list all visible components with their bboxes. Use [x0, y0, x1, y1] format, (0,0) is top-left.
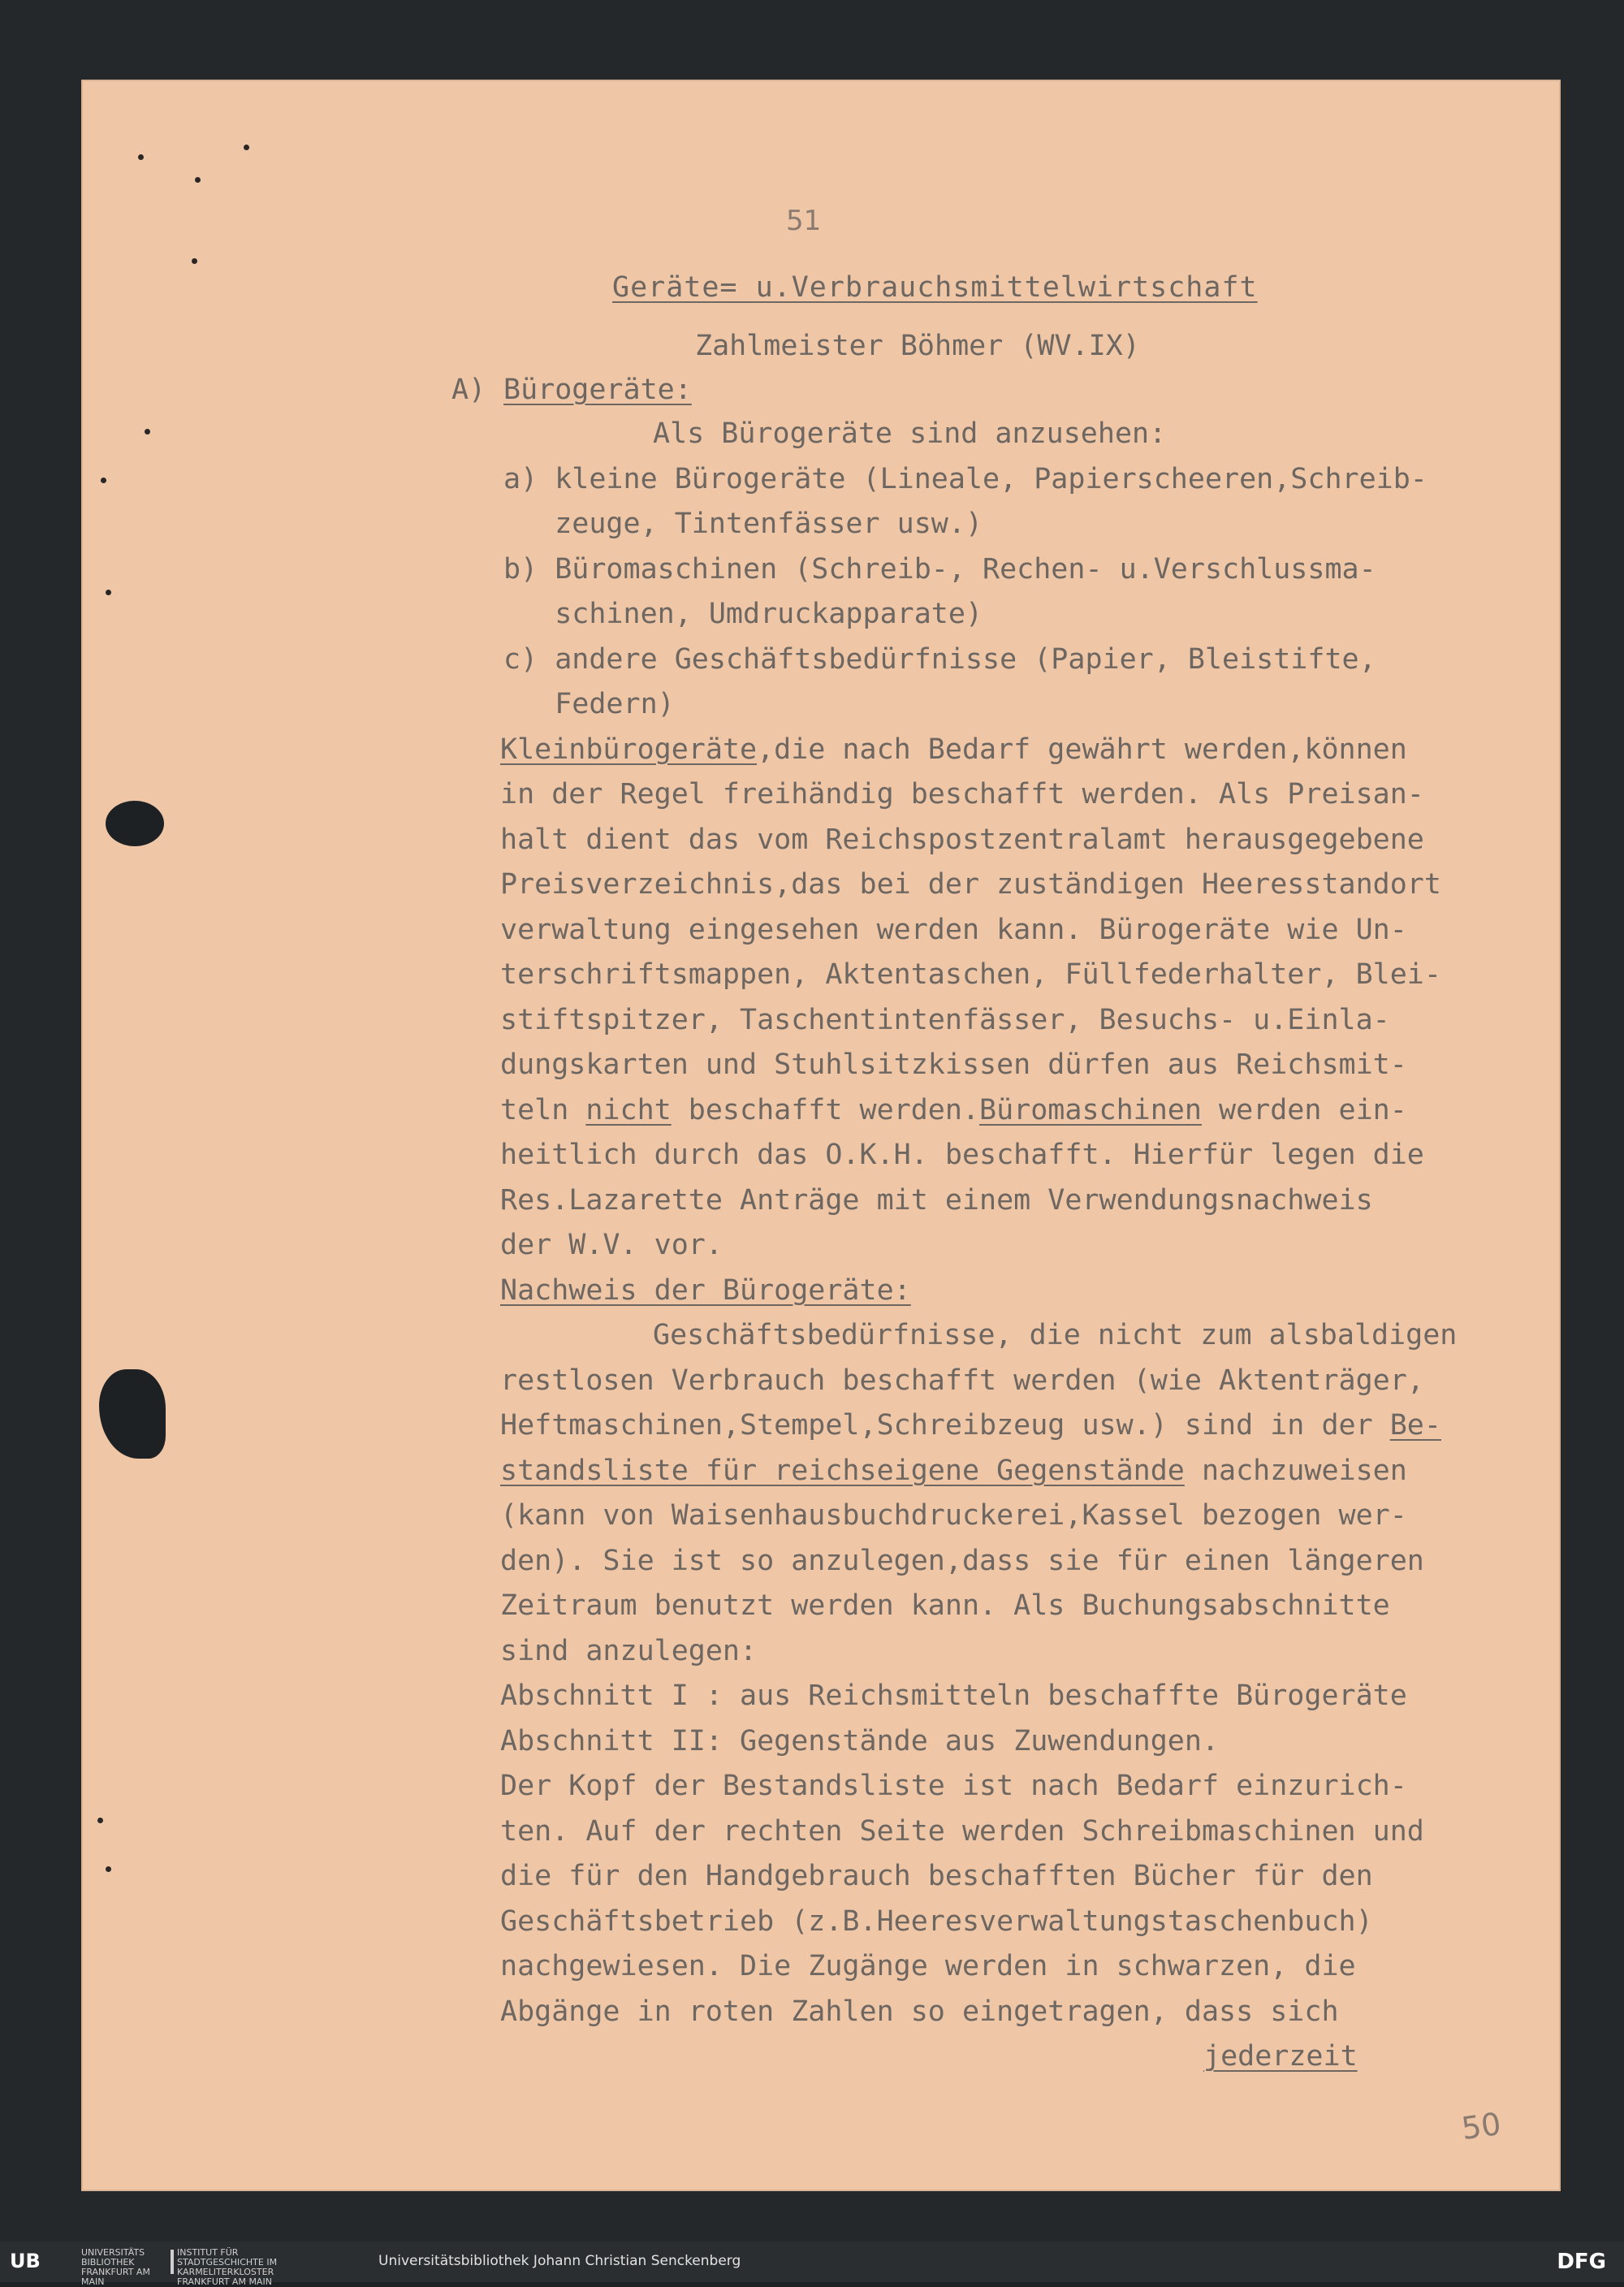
paragraph-2-line: nachgewiesen. Die Zugänge werden in schwarzen, die — [500, 1950, 1356, 1982]
paragraph-2-line: Zeitraum benutzt werden kann. Als Buchungsabschnitte — [500, 1589, 1390, 1622]
paragraph-1-line: Preisverzeichnis,das bei der zuständigen Heeresstandort — [500, 868, 1441, 901]
section-a-label: A) — [451, 374, 486, 406]
ifs-logo-icon — [171, 2250, 174, 2274]
section-a-heading: Bürogeräte: — [503, 374, 692, 406]
paragraph-2-line: die für den Handgebrauch beschafften Bücher für den — [500, 1860, 1373, 1892]
underlined-term: Be- — [1389, 1409, 1441, 1442]
ink-speck — [138, 154, 144, 160]
underlined-term: nicht — [585, 1094, 672, 1126]
paragraph-1-text: werden ein- — [1201, 1094, 1407, 1126]
paragraph-1-line: Res.Lazarette Anträge mit einem Verwendungsnachweis — [500, 1184, 1373, 1217]
dfg-logo: DFG — [1557, 2250, 1606, 2274]
paragraph-2-text: Heftmaschinen,Stempel,Schreibzeug usw.) sind in der — [500, 1409, 1390, 1442]
ink-speck — [101, 478, 106, 483]
list-item-c-line2: Federn) — [503, 688, 675, 720]
paragraph-1-line: in der Regel freihändig beschafft werden. Als Preisan- — [500, 778, 1424, 811]
paragraph-2-line: den). Sie ist so anzulegen,dass sie für einen längeren — [500, 1545, 1424, 1577]
viewer-footer — [0, 2242, 1624, 2287]
underlined-term: Büromaschinen — [979, 1094, 1202, 1126]
paragraph-2-line: restlosen Verbrauch beschafft werden (wie Aktenträger, — [500, 1364, 1424, 1397]
underlined-term: standsliste für reichseigene Gegenstände — [500, 1455, 1185, 1487]
paragraph-2-line — [500, 1403, 1441, 1448]
ub-logo-text: UNIVERSITÄTS BIBLIOTHEK FRANKFURT AM MAIN — [81, 2247, 150, 2287]
list-item-b-line1: b) Büromaschinen (Schreib-, Rechen- u.Verschlussma- — [503, 553, 1376, 586]
paragraph-2-line: Abschnitt II: Gegenstände aus Zuwendungen. — [500, 1725, 1220, 1757]
paragraph-1-text: ,die nach Bedarf gewährt werden,können — [757, 733, 1407, 766]
paragraph-2-line: ten. Auf der rechten Seite werden Schreibmaschinen und — [500, 1815, 1424, 1848]
punch-hole-top — [106, 801, 164, 846]
catchword: jederzeit — [1203, 2040, 1358, 2073]
ifs-logo-text: INSTITUT FÜR STADTGESCHICHTE IM KARMELITERKLOSTER FRANKFURT AM MAIN — [177, 2247, 278, 2287]
paragraph-2-line: Der Kopf der Bestandsliste ist nach Bedarf einzurich- — [500, 1770, 1407, 1802]
paragraph-2-line: Abschnitt I : aus Reichsmitteln beschaffte Bürogeräte — [500, 1680, 1407, 1712]
ink-speck — [145, 429, 150, 434]
paragraph-1-line: dungskarten und Stuhlsitzkissen dürfen aus Reichsmit- — [500, 1048, 1407, 1081]
folio-number: 50 — [1459, 2105, 1504, 2147]
paragraph-2-line: Abgänge in roten Zahlen so eingetragen, dass sich — [500, 1995, 1339, 2028]
paragraph-2-line: (kann von Waisenhausbuchdruckerei,Kassel bezogen wer- — [500, 1499, 1407, 1532]
ink-speck — [97, 1818, 103, 1823]
paragraph-2-line — [500, 1448, 1407, 1494]
intro-line: Als Bürogeräte sind anzusehen: — [653, 417, 1167, 450]
library-name: Universitätsbibliothek Johann Christian Senckenberg — [378, 2253, 741, 2269]
paragraph-1-line: terschriftsmappen, Aktentaschen, Füllfederhalter, Blei- — [500, 958, 1441, 991]
paragraph-2-line: sind anzulegen: — [500, 1635, 758, 1667]
ub-logo: UB — [10, 2250, 41, 2272]
page-number: 51 — [786, 205, 822, 237]
underlined-term: Kleinbürogeräte — [500, 733, 758, 766]
list-item-a-line2: zeuge, Tintenfässer usw.) — [503, 508, 983, 540]
paragraph-2-line: Geschäftsbedürfnisse, die nicht zum alsbaldigen — [653, 1319, 1458, 1351]
ink-speck — [106, 590, 111, 595]
page-title: Geräte= u.Verbrauchsmittelwirtschaft — [612, 271, 1258, 304]
paragraph-1-line: stiftspitzer, Taschentintenfässer, Besuchs- u.Einla- — [500, 1004, 1390, 1036]
author-line: Zahlmeister Böhmer (WV.IX) — [695, 330, 1140, 362]
paragraph-1-line — [500, 727, 1407, 772]
ink-speck — [192, 258, 197, 264]
paragraph-1-line: heitlich durch das O.K.H. beschafft. Hierfür legen die — [500, 1139, 1424, 1171]
nachweis-heading: Nachweis der Bürogeräte: — [500, 1274, 911, 1307]
punch-hole-bottom — [99, 1369, 166, 1459]
ink-speck — [244, 145, 249, 150]
paragraph-1-text: teln — [500, 1094, 586, 1126]
ink-speck — [106, 1866, 111, 1872]
paragraph-2-line: Geschäftsbetrieb (z.B.Heeresverwaltungstaschenbuch) — [500, 1905, 1373, 1938]
list-item-c-line1: c) andere Geschäftsbedürfnisse (Papier, Bleistifte, — [503, 643, 1376, 676]
paragraph-1-text: beschafft werden. — [671, 1094, 980, 1126]
paragraph-1-line: halt dient das vom Reichspostzentralamt herausgegebene — [500, 824, 1424, 856]
paragraph-2-text: nachzuweisen — [1184, 1455, 1407, 1487]
list-item-a-line1: a) kleine Bürogeräte (Lineale, Papierscheeren,Schreib- — [503, 463, 1427, 495]
paragraph-1-line — [500, 1087, 1407, 1133]
ink-speck — [195, 177, 201, 183]
paragraph-1-line: der W.V. vor. — [500, 1229, 723, 1261]
paragraph-1-line: verwaltung eingesehen werden kann. Bürogeräte wie Un- — [500, 914, 1407, 946]
list-item-b-line2: schinen, Umdruckapparate) — [503, 598, 983, 630]
